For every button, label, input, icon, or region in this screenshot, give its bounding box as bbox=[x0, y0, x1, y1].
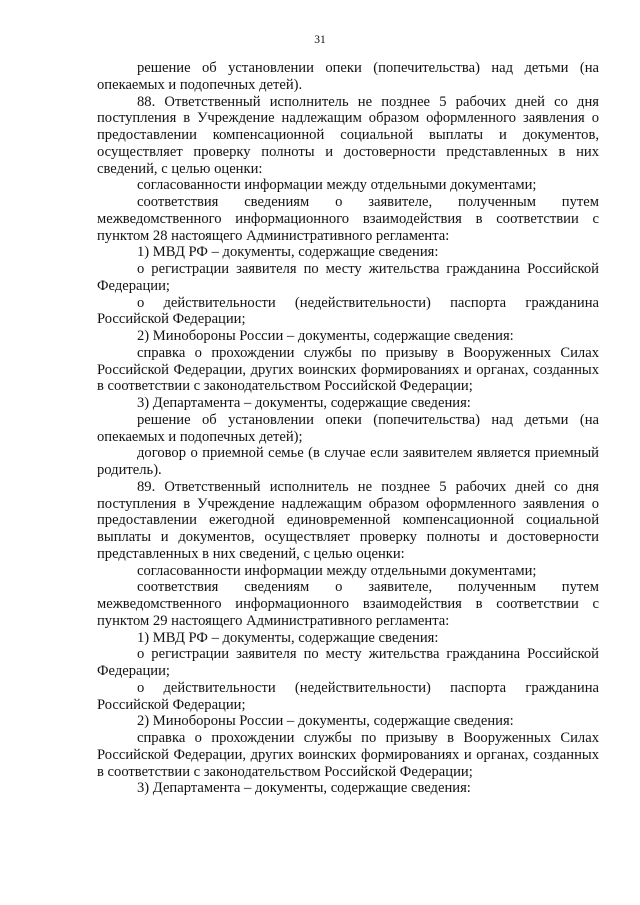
paragraph: о действительности (недействительности) паспорта гражданина Российской Федерации; bbox=[97, 294, 599, 328]
paragraph: справка о прохождении службы по призыву в Вооруженных Силах Российской Федерации, других воинских формированиях и органах, созданных в соответствии с законодательством Российской Федерации; bbox=[97, 730, 599, 780]
paragraph: 3) Департамента – документы, содержащие сведения: bbox=[137, 395, 471, 411]
paragraph: о регистрации заявителя по месту жительства гражданина Российской Федерации; bbox=[97, 646, 599, 679]
paragraph: 3) Департамента – документы, содержащие сведения: bbox=[137, 780, 471, 797]
paragraph: о регистрации заявителя по месту жительства гражданина Российской Федерации; bbox=[97, 261, 599, 294]
paragraph: договор о приемной семье (в случае если заявителем является приемный родитель). bbox=[97, 445, 599, 478]
paragraph: о действительности (недействительности) паспорта гражданина Российской Федерации; bbox=[97, 679, 599, 713]
paragraph: 88. Ответственный исполнитель не позднее 5 рабочих дней со дня поступления в Учреждение надлежащим образом оформленного заявления о предоставлении компенсационной социальной выплаты и документов, осуществляет проверку полноты и достоверности представленных в них сведений, с целью оценки: bbox=[97, 93, 599, 177]
paragraph: 1) МВД РФ – документы, содержащие сведения: bbox=[137, 629, 439, 646]
paragraph: справка о прохождении службы по призыву в Вооруженных Силах Российской Федерации, других воинских формированиях и органах, созданных в соответствии с законодательством Российской Федерации; bbox=[97, 344, 599, 395]
paragraph: согласованности информации между отдельными документами; bbox=[137, 177, 537, 194]
paragraph: 1) МВД РФ – документы, содержащие сведения: bbox=[137, 244, 439, 261]
paragraph: 89. Ответственный исполнитель не позднее 5 рабочих дней со дня поступления в Учреждение надлежащим образом оформленного заявления о предоставлении ежегодной единовременной компенсационной социальной выплаты и документов, осуществляет проверку полноты и достоверности представленных в них сведений, с целью оценки: bbox=[97, 478, 599, 562]
paragraph: соответствия сведениям о заявителе, полученным путем межведомственного информационного взаимодействия в соответствии с пунктом 28 настоящего Административного регламента: bbox=[97, 194, 599, 244]
paragraph: соответствия сведениям о заявителе, полученным путем межведомственного информационного взаимодействия в соответствии с пунктом 29 настоящего Административного регламента: bbox=[97, 579, 599, 629]
paragraph: согласованности информации между отдельными документами; bbox=[137, 562, 537, 579]
paragraph: 2) Минобороны России – документы, содержащие сведения: bbox=[137, 713, 514, 730]
paragraph: решение об установлении опеки (попечительства) над детьми (на опекаемых и подопечных детей); bbox=[97, 411, 599, 445]
document-body bbox=[97, 60, 599, 797]
page-number: 31 bbox=[314, 34, 326, 46]
paragraph: решение об установлении опеки (попечительства) над детьми (на опекаемых и подопечных детей). bbox=[97, 60, 599, 93]
paragraph: 2) Минобороны России – документы, содержащие сведения: bbox=[137, 328, 514, 344]
